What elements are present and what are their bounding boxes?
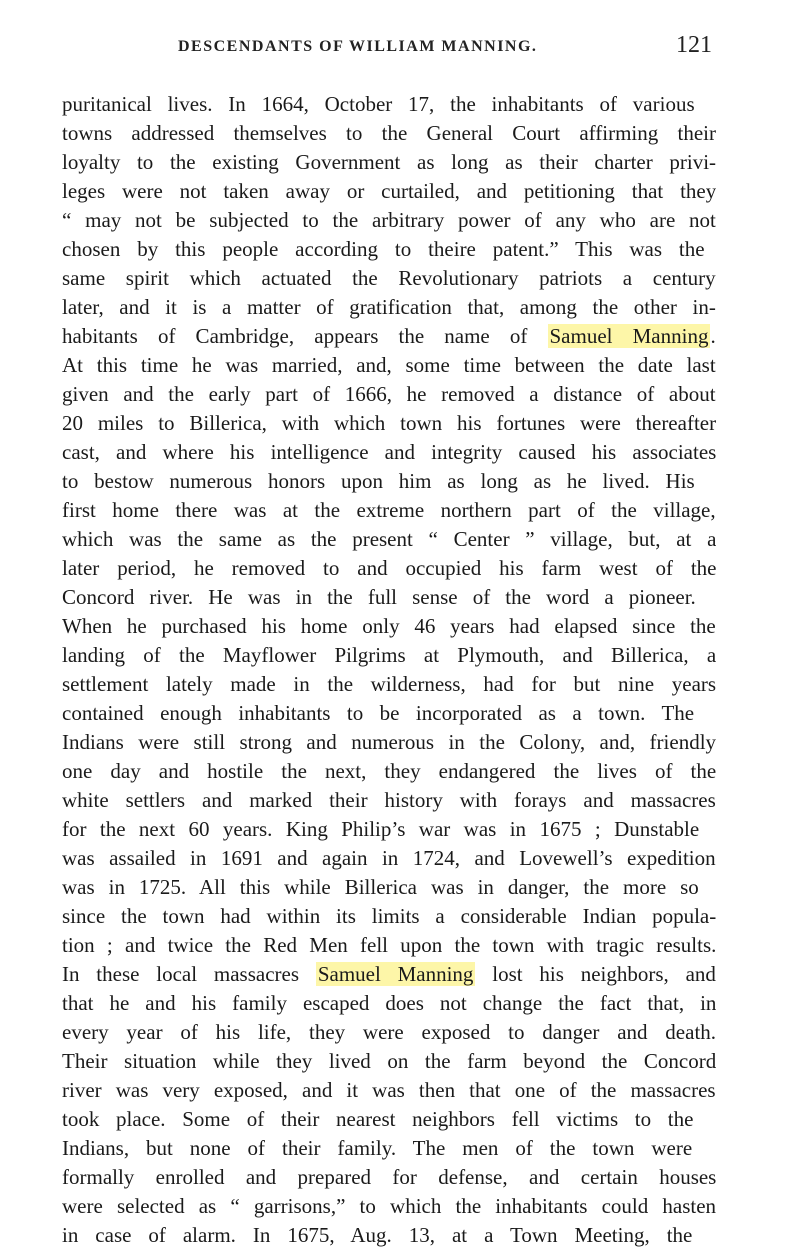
text-line	[62, 177, 716, 206]
text-segment: same spirit which actuated the Revolutionary patriots a century	[62, 266, 716, 290]
text-line	[62, 119, 716, 148]
text-line	[62, 960, 716, 989]
text-segment: contained enough inhabitants to be incorporated as a town. The	[62, 701, 695, 725]
text-line	[62, 815, 716, 844]
text-line	[62, 293, 716, 322]
text-segment: was assailed in 1691 and again in 1724, and Lovewell’s expedition	[62, 846, 716, 870]
text-segment: towns addressed themselves to the General Court affirming their	[62, 121, 716, 145]
text-line	[62, 264, 716, 293]
page-header	[60, 30, 720, 62]
body-text	[62, 90, 716, 1250]
text-segment: Their situation while they lived on the farm beyond the Concord	[62, 1049, 716, 1073]
text-segment: later period, he removed to and occupied his farm west of the	[62, 556, 716, 580]
text-segment: cast, and where his intelligence and integrity caused his associates	[62, 440, 716, 464]
text-line	[62, 1047, 716, 1076]
text-line	[62, 235, 716, 264]
text-line	[62, 1192, 716, 1221]
text-line	[62, 148, 716, 177]
text-segment: river was very exposed, and it was then that one of the massacres	[62, 1078, 716, 1102]
text-segment: “ may not be subjected to the arbitrary power of any who are not	[62, 208, 716, 232]
text-line	[62, 1221, 716, 1250]
text-segment: .	[710, 324, 716, 348]
text-segment: took place. Some of their nearest neighbors fell victims to the	[62, 1107, 694, 1131]
text-segment: lost his neighbors, and	[475, 962, 716, 986]
text-line	[62, 525, 716, 554]
text-segment: Indians were still strong and numerous in the Colony, and, friendly	[62, 730, 716, 754]
highlighted-name: Samuel Manning	[317, 962, 474, 986]
text-line	[62, 989, 716, 1018]
text-segment: for the next 60 years. King Philip’s war was in 1675 ; Dunstable	[62, 817, 700, 841]
text-segment: settlement lately made in the wilderness, had for but nine years	[62, 672, 716, 696]
text-segment: first home there was at the extreme northern part of the village,	[62, 498, 716, 522]
text-segment: puritanical lives. In 1664, October 17, the inhabitants of various	[62, 92, 695, 116]
text-segment: white settlers and marked their history with forays and massacres	[62, 788, 716, 812]
text-line	[62, 873, 716, 902]
text-segment: given and the early part of 1666, he removed a distance of about	[62, 382, 716, 406]
highlighted-name: Samuel Manning	[549, 324, 709, 348]
text-segment: since the town had within its limits a considerable Indian popula-	[62, 904, 716, 928]
text-line	[62, 612, 716, 641]
text-segment: later, and it is a matter of gratification that, among the other in-	[62, 295, 716, 319]
text-segment: loyalty to the existing Government as long as their charter privi-	[62, 150, 716, 174]
text-segment: habitants of Cambridge, appears the name of	[62, 324, 548, 348]
text-segment: were selected as “ garrisons,” to which the inhabitants could hasten	[62, 1194, 716, 1218]
text-segment: which was the same as the present “ Center ” village, but, at a	[62, 527, 716, 551]
text-line	[62, 206, 716, 235]
text-line	[62, 641, 716, 670]
text-line	[62, 757, 716, 786]
running-head: DESCENDANTS OF WILLIAM MANNING.	[178, 38, 538, 55]
text-line	[62, 931, 716, 960]
text-line	[62, 1163, 716, 1192]
text-line	[62, 351, 716, 380]
text-line	[62, 409, 716, 438]
text-line	[62, 844, 716, 873]
text-line	[62, 670, 716, 699]
text-line	[62, 1134, 716, 1163]
text-line	[62, 1076, 716, 1105]
text-line	[62, 699, 716, 728]
text-segment: to bestow numerous honors upon him as long as he lived. His	[62, 469, 695, 493]
text-line	[62, 902, 716, 931]
text-line	[62, 786, 716, 815]
text-segment: formally enrolled and prepared for defense, and certain houses	[62, 1165, 716, 1189]
text-line	[62, 467, 716, 496]
text-segment: Indians, but none of their family. The men of the town were	[62, 1136, 693, 1160]
text-line	[62, 1105, 716, 1134]
text-line	[62, 1018, 716, 1047]
text-line	[62, 322, 716, 351]
text-segment: 20 miles to Billerica, with which town his fortunes were thereafter	[62, 411, 716, 435]
text-segment: When he purchased his home only 46 years had elapsed since the	[62, 614, 716, 638]
text-segment: tion ; and twice the Red Men fell upon the town with tragic results.	[62, 933, 716, 957]
text-line	[62, 380, 716, 409]
text-segment: one day and hostile the next, they endangered the lives of the	[62, 759, 716, 783]
text-segment: Concord river. He was in the full sense of the word a pioneer.	[62, 585, 696, 609]
text-segment: every year of his life, they were exposed to danger and death.	[62, 1020, 716, 1044]
text-segment: leges were not taken away or curtailed, and petitioning that they	[62, 179, 716, 203]
text-line	[62, 496, 716, 525]
text-segment: In these local massacres	[62, 962, 316, 986]
text-segment: in case of alarm. In 1675, Aug. 13, at a Town Meeting, the	[62, 1223, 693, 1247]
text-segment: that he and his family escaped does not change the fact that, in	[62, 991, 716, 1015]
text-line	[62, 728, 716, 757]
text-segment: landing of the Mayflower Pilgrims at Plymouth, and Billerica, a	[62, 643, 716, 667]
text-line	[62, 90, 716, 119]
page-number: 121	[676, 32, 712, 58]
text-line	[62, 438, 716, 467]
text-line	[62, 554, 716, 583]
text-segment: chosen by this people according to theire patent.” This was the	[62, 237, 705, 261]
text-line	[62, 583, 716, 612]
text-segment: At this time he was married, and, some time between the date last	[62, 353, 716, 377]
text-segment: was in 1725. All this while Billerica was in danger, the more so	[62, 875, 699, 899]
